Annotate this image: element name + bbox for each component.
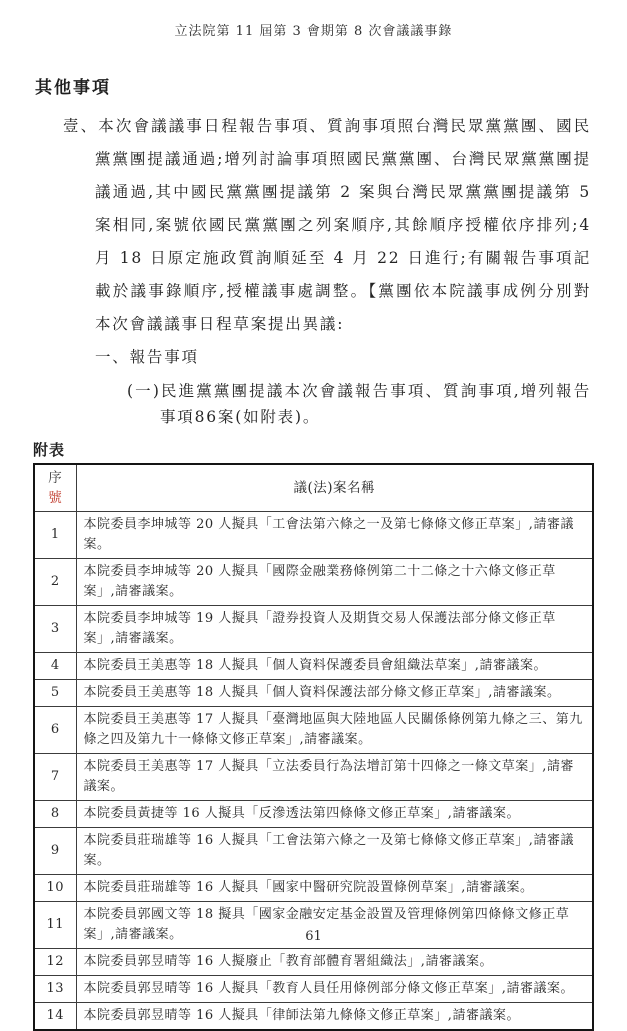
- bill-title-cell: 本院委員李坤城等 20 人擬具「工會法第六條之一及第七條條文修正草案」,請審議案。: [76, 512, 593, 559]
- table-row: [34, 828, 593, 875]
- table-row: [34, 512, 593, 559]
- bill-title-cell: 本院委員王美惠等 17 人擬具「臺灣地區與大陸地區人民關係條例第九條之三、第九條之四及第九十一條條文修正草案」,請審議案。: [76, 707, 593, 754]
- serial-cell: 9: [34, 828, 76, 875]
- bill-title-cell: 本院委員王美惠等 17 人擬具「立法委員行為法增訂第十四條之一條文草案」,請審議案。: [76, 754, 593, 801]
- bill-title-cell: 本院委員李坤城等 19 人擬具「證券投資人及期貨交易人保護法部分條文修正草案」,請審議案。: [76, 606, 593, 653]
- table-row: [34, 976, 593, 1003]
- paragraph-item-1: [63, 110, 591, 341]
- serial-cell: 12: [34, 949, 76, 976]
- serial-cell: 6: [34, 707, 76, 754]
- serial-cell: 2: [34, 559, 76, 606]
- subitem-marker: (一): [127, 382, 161, 400]
- serial-cell: 11: [34, 902, 76, 949]
- page-number: 61: [305, 929, 322, 944]
- table-row: [34, 754, 593, 801]
- bill-title-cell: 本院委員郭昱晴等 16 人擬具「教育人員任用條例部分條文修正草案」,請審議案。: [76, 976, 593, 1003]
- bill-title-cell: 本院委員郭國文等 18 擬具「國家金融安定基金設置及管理條例第四條條文修正草案」,請審議案。: [76, 902, 593, 949]
- bill-title-cell: 本院委員王美惠等 18 人擬具「個人資料保護委員會組織法草案」,請審議案。: [76, 653, 593, 680]
- serial-header-char-1: 序: [48, 470, 63, 486]
- bill-title-cell: 本院委員莊瑞雄等 16 人擬具「國家中醫研究院設置條例草案」,請審議案。: [76, 875, 593, 902]
- bill-title-cell: 本院委員王美惠等 18 人擬具「個人資料保護法部分條文修正草案」,請審議案。: [76, 680, 593, 707]
- list-item-report-matters: 一、報告事項: [95, 348, 199, 366]
- bill-title-cell: 本院委員郭昱晴等 16 人擬具「律師法第九條條文修正草案」,請審議案。: [76, 1003, 593, 1031]
- attachment-label: 附表: [33, 441, 66, 459]
- serial-header-char-2: 號: [48, 490, 63, 506]
- bill-title-cell: 本院委員莊瑞雄等 16 人擬具「工會法第六條之一及第七條條文修正草案」,請審議案。: [76, 828, 593, 875]
- bill-name-header-cell: 議(法)案名稱: [76, 464, 593, 512]
- body-content: [63, 110, 591, 430]
- serial-cell: 1: [34, 512, 76, 559]
- section-heading: 其他事項: [35, 78, 111, 98]
- serial-cell: 14: [34, 1003, 76, 1031]
- table-row: [34, 875, 593, 902]
- bill-title-cell: 本院委員郭昱晴等 16 人擬廢止「教育部體育署組織法」,請審議案。: [76, 949, 593, 976]
- item-text: 本次會議議事日程報告事項、質詢事項照台灣民眾黨黨團、國民黨黨團提議通過;增列討論事項照國民黨黨團、台灣民眾黨黨團提議通過,其中國民黨黨團提議第 2 案與台灣民眾黨黨團提議第 5 案相同,案號依國民黨黨團之列案順序,其餘順序授權依序排列;4 月 18 日原定施政質詢順延至 4 月 22 日進行;有關報告事項記載於議事錄順序,授權議事處調整。【黨團依本院議事成例分別對本次會議議事日程草案提出異議:: [95, 117, 592, 333]
- document-title: 立法院第 11 屆第 3 會期第 8 次會議議事錄: [174, 24, 453, 39]
- serial-cell: 13: [34, 976, 76, 1003]
- subitem-text: 民進黨黨團提議本次會議報告事項、質詢事項,增列報告事項86案(如附表)。: [160, 382, 591, 426]
- table-row: [34, 707, 593, 754]
- table-row: [34, 680, 593, 707]
- appendix-table: [33, 463, 594, 1031]
- bill-title-cell: 本院委員黃捷等 16 人擬具「反滲透法第四條條文修正草案」,請審議案。: [76, 801, 593, 828]
- table-row: [34, 801, 593, 828]
- serial-cell: 7: [34, 754, 76, 801]
- serial-cell: 5: [34, 680, 76, 707]
- table-row: [34, 653, 593, 680]
- serial-cell: 10: [34, 875, 76, 902]
- table-row: [34, 949, 593, 976]
- serial-header-cell: [34, 464, 76, 512]
- serial-cell: 4: [34, 653, 76, 680]
- table-row: [34, 1003, 593, 1031]
- bill-title-cell: 本院委員李坤城等 20 人擬具「國際金融業務條例第二十二條之十六條文修正草案」,請審議案。: [76, 559, 593, 606]
- table-row: [34, 559, 593, 606]
- table-row: [34, 606, 593, 653]
- serial-cell: 8: [34, 801, 76, 828]
- item-marker: 壹、: [63, 117, 99, 135]
- serial-cell: 3: [34, 606, 76, 653]
- list-item-dpp-proposal: [63, 378, 591, 430]
- table-header-row: [34, 464, 593, 512]
